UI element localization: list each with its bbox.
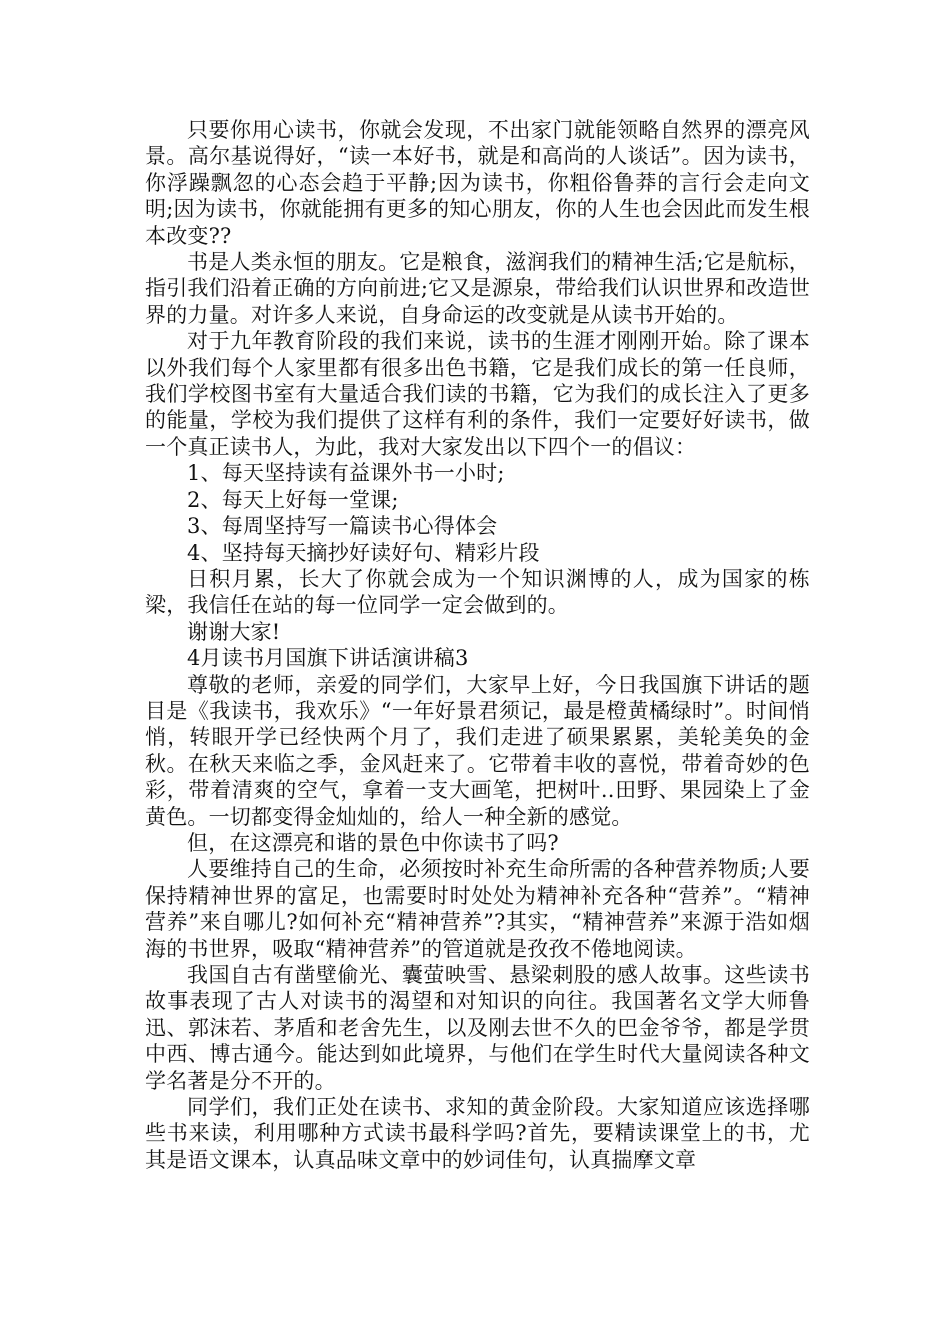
- paragraph-books-friends: 书是人类永恒的朋友。它是粮食，滋润我们的精神生活;它是航标，指引我们沿着正确的方向前进;它又是源泉，带给我们认识世界和改造世界的力量。对许多人来说，自身命运的改变就是从读书开始的。: [145, 250, 810, 327]
- paragraph-proposal-intro: 对于九年教育阶段的我们来说，读书的生涯才刚刚开始。除了课本以外我们每个人家里都有很多出色书籍，它是我们成长的第一任良师，我们学校图书室有大量适合我们读的书籍，它为我们的成长注入了更多的能量，学校为我们提供了这样有利的条件，我们一定要好好读书，做一个真正读书人，为此，我对大家发出以下四个一的倡议：: [145, 329, 810, 459]
- list-item-proposal-2: 2、每天上好每一堂课;: [187, 487, 399, 512]
- paragraph-reading-benefits: 只要你用心读书，你就会发现，不出家门就能领略自然界的漂亮风景。高尔基说得好，“读一本好书，就是和高尚的人谈话”。因为读书，你浮躁飘忽的心态会趋于平静;因为读书，你粗俗鲁莽的言行会走向文明;因为读书，你就能拥有更多的知心朋友，你的人生也会因此而发生根本改变??: [145, 118, 810, 248]
- list-item-proposal-4: 4、坚持每天摘抄好读好句、精彩片段: [187, 540, 540, 565]
- document-body: [145, 117, 810, 1173]
- paragraph-golden-stage: 同学们，我们正处在读书、求知的黄金阶段。大家知道应该选择哪些书来读，利用哪种方式读书最科学吗?首先，要精读课堂上的书，尤其是语文课本，认真品味文章中的妙词佳句，认真揣摩文章: [145, 1095, 810, 1172]
- section-title-speech-3: 4月读书月国旗下讲话演讲稿3: [187, 646, 469, 671]
- list-item-proposal-1: 1、每天坚持读有益课外书一小时;: [187, 461, 505, 486]
- list-item-proposal-3: 3、每周坚持写一篇读书心得体会: [187, 514, 498, 539]
- paragraph-accumulate: 日积月累，长大了你就会成为一个知识渊博的人，成为国家的栋梁，我信任在站的每一位同学一定会做到的。: [145, 566, 810, 618]
- paragraph-spiritual-nutrition: 人要维持自己的生命，必须按时补充生命所需的各种营养物质;人要保持精神世界的富足，也需要时时处处为精神补充各种“营养”。“精神营养”来自哪儿?如何补充“精神营养”?其实，“精神营养”来源于浩如烟海的书世界，吸取“精神营养”的管道就是孜孜不倦地阅读。: [145, 857, 810, 961]
- paragraph-thanks: 谢谢大家!: [187, 619, 281, 644]
- paragraph-ancient-stories: 我国自古有凿壁偷光、囊萤映雪、悬梁刺股的感人故事。这些读书故事表现了古人对读书的渴望和对知识的向往。我国著名文学大师鲁迅、郭沫若、茅盾和老舍先生，以及刚去世不久的巴金爷爷，都是学贯中西、博古通今。能达到如此境界，与他们在学生时代大量阅读各种文学名著是分不开的。: [145, 963, 810, 1093]
- paragraph-question: 但，在这漂亮和谐的景色中你读书了吗?: [187, 830, 559, 855]
- paragraph-greeting: 尊敬的老师，亲爱的同学们，大家早上好，今日我国旗下讲话的题目是《我读书，我欢乐》“一年好景君须记，最是橙黄橘绿时”。时间悄悄，转眼开学已经快两个月了，我们走进了硕果累累，美轮美奂的金秋。在秋天来临之季，金风赶来了。它带着丰收的喜悦，带着奇妙的色彩，带着清爽的空气，拿着一支大画笔，把树叶..田野、果园染上了金黄色。一切都变得金灿灿的，给人一种全新的感觉。: [145, 672, 810, 829]
